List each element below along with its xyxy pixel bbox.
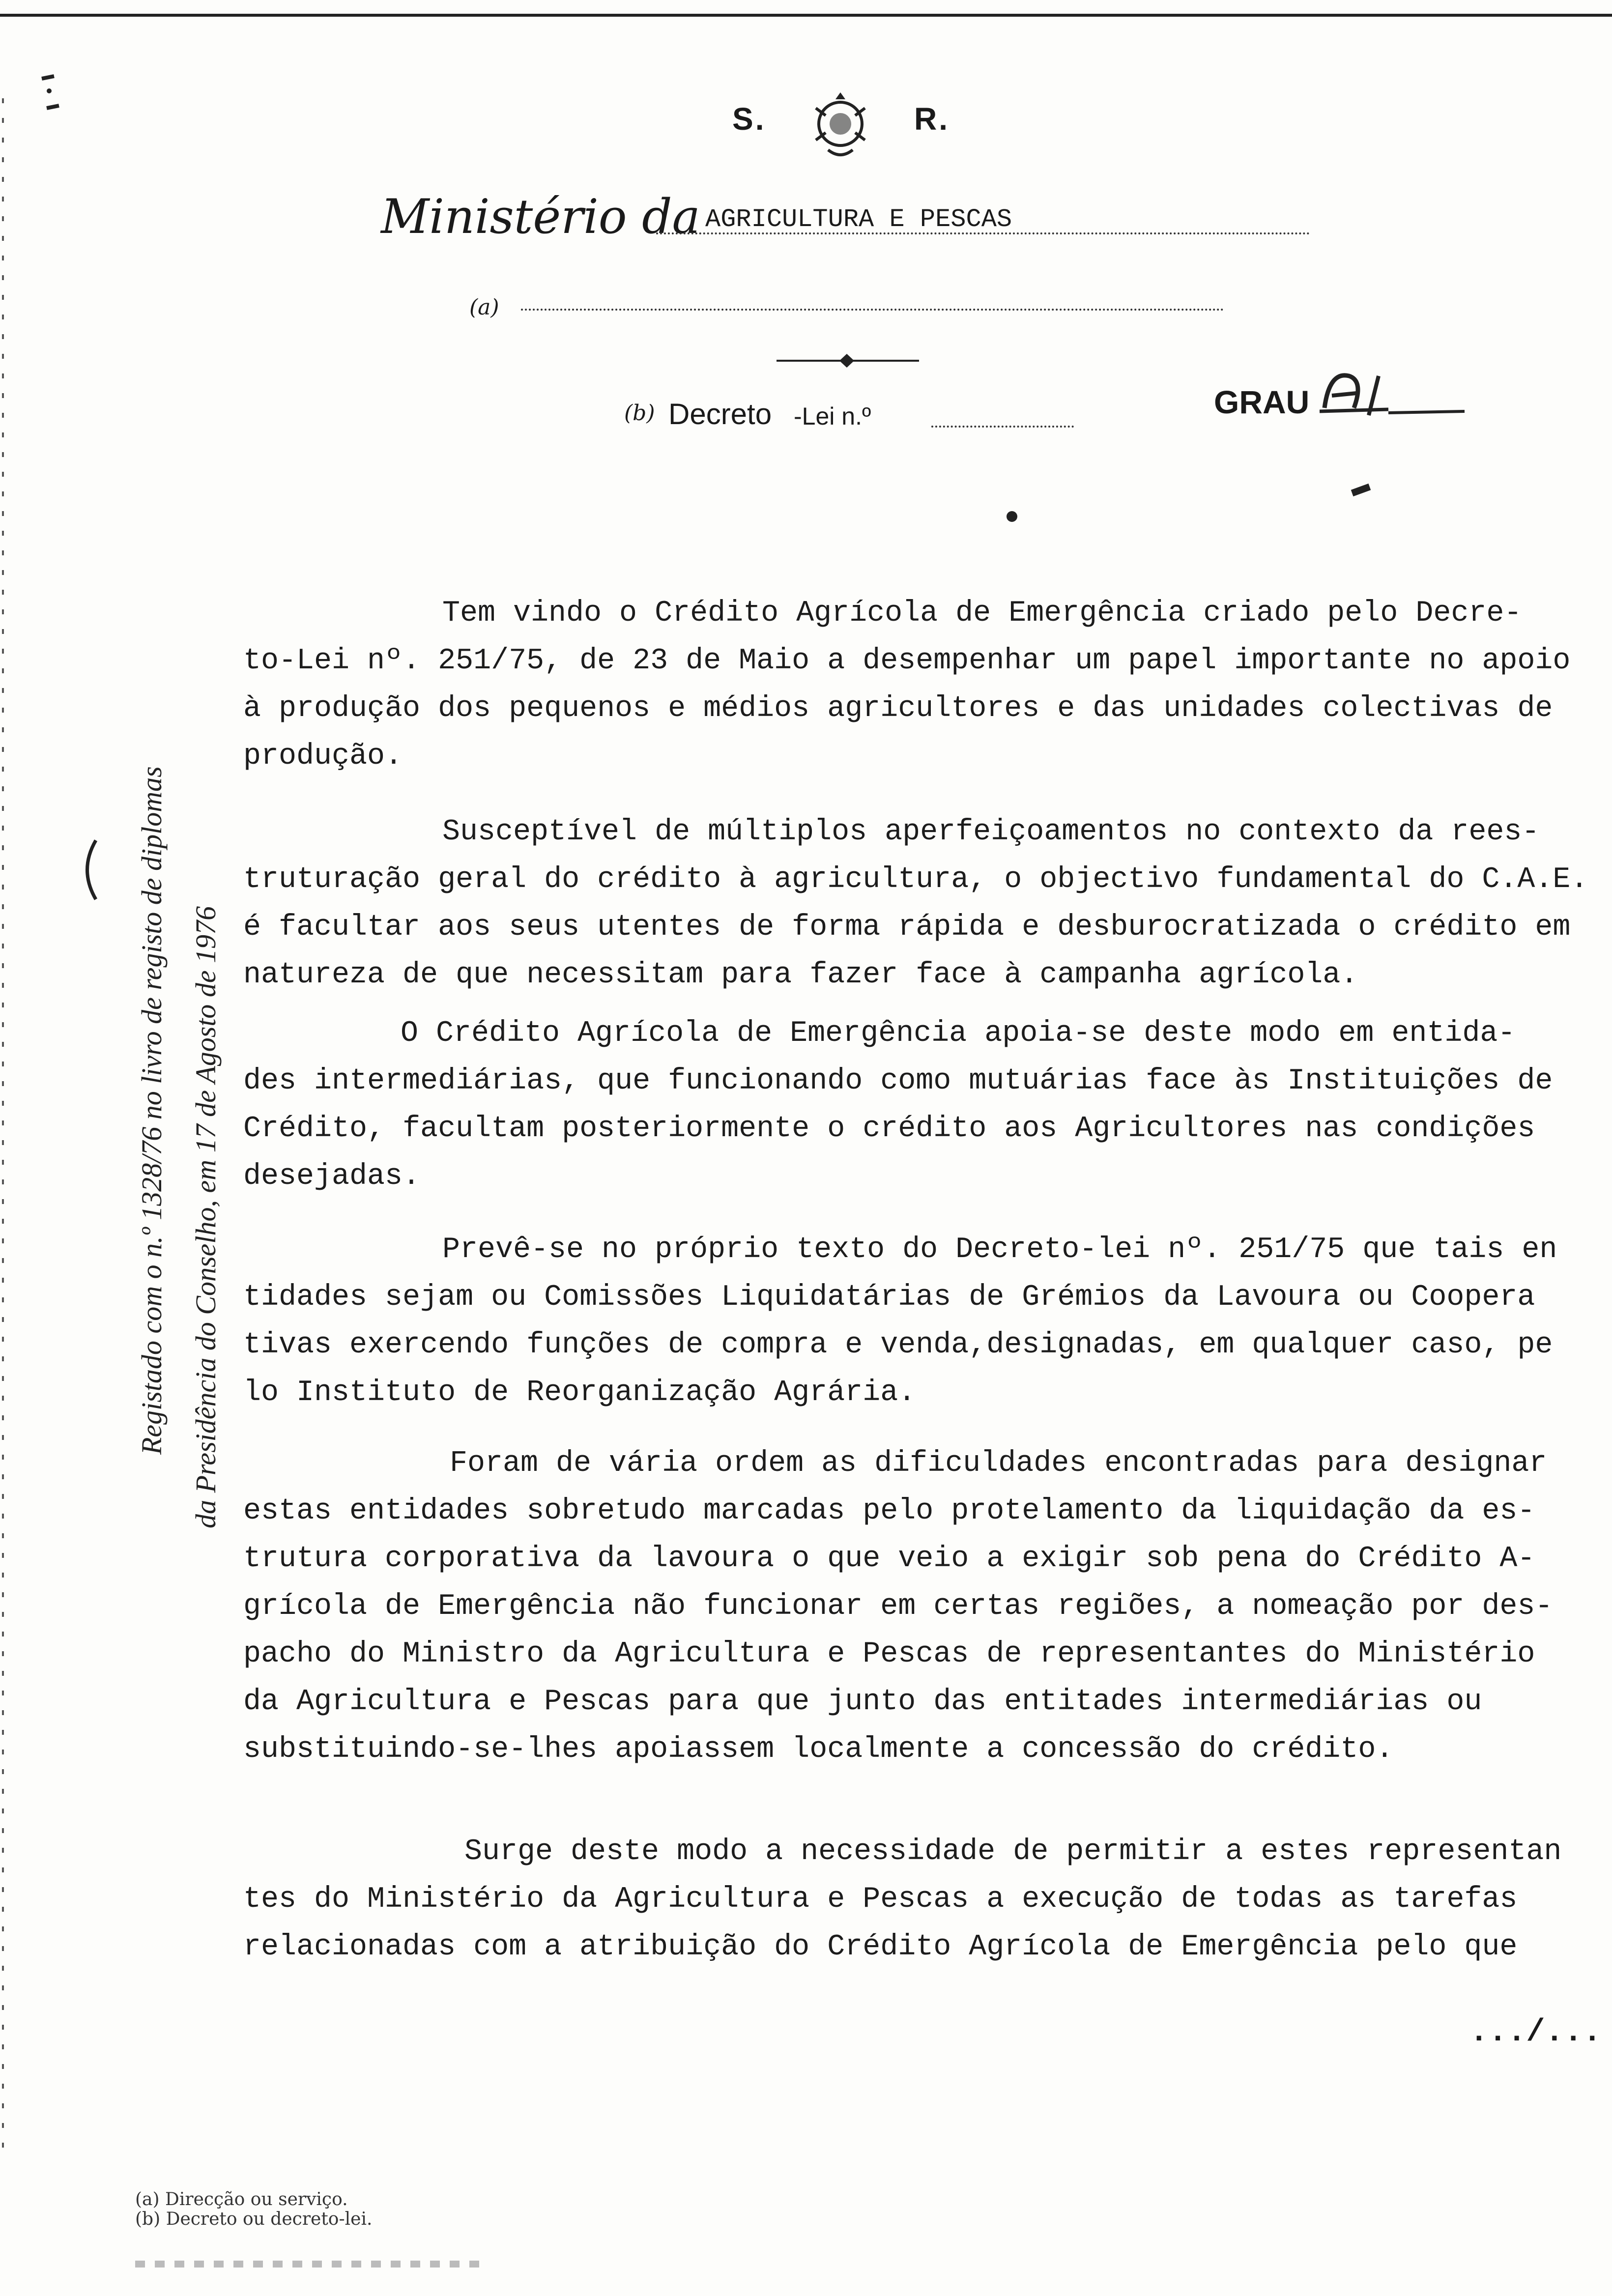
p3-line-1: O Crédito Agrícola de Emergência apoia-se deste modo em entida- <box>401 1017 1516 1050</box>
p5-line-1: Foram de vária ordem as dificuldades encontradas para designar <box>450 1447 1547 1480</box>
footnote-b: (b) Decreto ou decreto-lei. <box>135 2209 373 2229</box>
diamond-icon <box>839 354 854 368</box>
speck-dot <box>1007 511 1017 522</box>
margin-marks <box>0 29 79 128</box>
p2-line-1: Susceptível de múltiplos aperfeiçoamentos no contexto da rees- <box>442 815 1540 849</box>
field-a-dotted-line <box>521 309 1224 311</box>
p2-line-4: natureza de que necessitam para fazer face à campanha agrícola. <box>243 958 1358 992</box>
ministry-label: Ministério da <box>381 189 700 244</box>
p4-line-1: Prevê-se no próprio texto do Decreto-lei nº. 251/75 que tais en <box>442 1233 1557 1266</box>
p6-line-3: relacionadas com a atribuição do Crédito Agrícola de Emergência pelo que <box>243 1930 1518 1964</box>
p6-line-2: tes do Ministério da Agricultura e Pescas a execução de todas as tarefas <box>243 1883 1518 1916</box>
p5-line-7: substituindo-se-lhes apoiassem localmente a concessão do crédito. <box>243 1733 1394 1766</box>
p3-line-4: desejadas. <box>243 1160 421 1193</box>
p5-line-5: pacho do Ministro da Agricultura e Pescas de representantes do Ministério <box>243 1637 1535 1671</box>
p5-line-4: grícola de Emergência não funcionar em certas regiões, a nomeação por des- <box>243 1590 1553 1623</box>
field-b-label: (b) <box>624 401 655 426</box>
ministry-name: AGRICULTURA E PESCAS <box>705 205 1012 234</box>
p5-line-6: da Agricultura e Pescas para que junto das entitades intermediárias ou <box>243 1685 1482 1719</box>
paragraph-5 <box>243 1440 1553 1774</box>
registration-line-1: Registado com o n.º 1328/76 no livro de registo de diplomas <box>136 766 168 1455</box>
ministry-dotted-line <box>656 232 1310 234</box>
p6-line-1: Surge deste modo a necessidade de permitir a estes representan <box>464 1835 1562 1868</box>
left-edge-dashes <box>2 98 4 2162</box>
header-r: R. <box>914 101 950 137</box>
p1-line-4: produção. <box>243 740 403 773</box>
p1-line-1: Tem vindo o Crédito Agrícola de Emergência criado pelo Decre- <box>442 597 1522 630</box>
header-s: S. <box>732 101 766 137</box>
p5-line-3: trutura corporativa da lavoura o que veio a exigir sob pena do Crédito A- <box>243 1542 1535 1576</box>
p2-line-3: é facultar aos seus utentes de forma rápida e desburocratizada o crédito em <box>243 911 1571 944</box>
paragraph-2 <box>243 808 1588 999</box>
faded-footer-line <box>135 2261 489 2267</box>
registration-line-2: da Presidência do Conselho, em 17 de Agosto de 1976 <box>190 906 222 1528</box>
p4-line-2: tidades sejam ou Comissões Liquidatárias de Grémios da Lavoura ou Coopera <box>243 1281 1535 1314</box>
decreto-label: Decreto <box>668 398 772 430</box>
ministry-line <box>381 189 1315 243</box>
registration-bracket <box>74 835 103 904</box>
p4-line-3: tivas exercendo funções de compra e venda,designadas, em qualquer caso, pe <box>243 1328 1553 1362</box>
footnote-a: (a) Direcção ou serviço. <box>135 2189 348 2210</box>
p3-line-3: Crédito, facultam posteriormente o crédito aos Agricultores nas condições <box>243 1112 1535 1146</box>
p2-line-2: truturação geral do crédito à agricultura, o objectivo fundamental do C.A.E. <box>243 863 1588 896</box>
top-rule <box>0 14 1612 17</box>
paragraph-3 <box>243 1010 1553 1201</box>
p5-line-2: estas entidades sobretudo marcadas pelo protelamento da liquidação da es- <box>243 1494 1535 1528</box>
decreto-suffix: -Lei n.º <box>794 402 871 430</box>
paragraph-6 <box>243 1828 1561 1971</box>
continuation-mark: .../... <box>1469 2015 1602 2050</box>
field-a-label: (a) <box>469 295 499 320</box>
p1-line-2: to-Lei nº. 251/75, de 23 de Maio a desempenhar um papel importante no apoio <box>243 644 1571 678</box>
speck-mark <box>1351 484 1371 496</box>
decreto-number-dotted-line <box>931 426 1074 428</box>
p1-line-3: à produção dos pequenos e médios agricultores e das unidades colectivas de <box>243 692 1553 725</box>
paragraph-1 <box>243 590 1570 780</box>
coat-of-arms-icon <box>801 88 880 162</box>
p3-line-2: des intermediárias, que funcionando como mutuárias face às Instituições de <box>243 1064 1553 1098</box>
grau-label: GRAU <box>1214 384 1310 420</box>
grau-handwritten-mark <box>1320 366 1467 425</box>
p4-line-4: lo Instituto de Reorganização Agrária. <box>243 1376 916 1409</box>
paragraph-4 <box>243 1226 1557 1417</box>
